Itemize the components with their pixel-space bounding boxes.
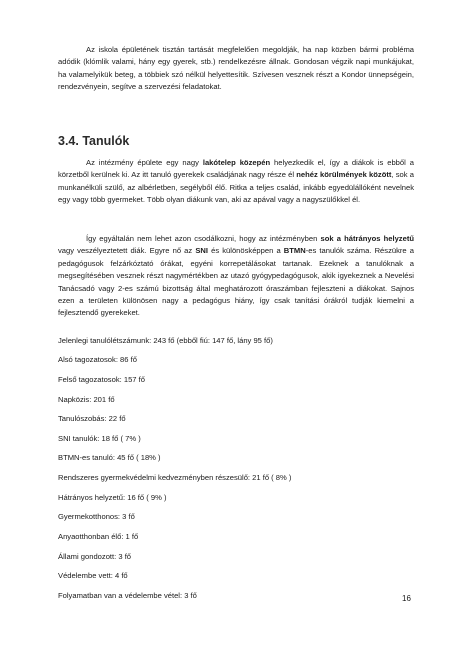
stat-line: Alsó tagozatosok: 86 fő [58, 355, 137, 364]
bold-run: SNI [195, 246, 208, 256]
stat-line: SNI tanulók: 18 fő ( 7% ) [58, 434, 141, 443]
text-run: és különösképpen a [207, 246, 284, 256]
section-heading: 3.4. Tanulók [58, 134, 130, 148]
stat-line: Folyamatban van a védelembe vétel: 3 fő [58, 591, 197, 600]
text-run: Így egyáltalán nem lehet azon csodálkozni, hogy az intézményben [86, 234, 321, 243]
bold-run: nehéz körülmények között [296, 170, 392, 180]
text-run: vagy veszélyeztetett diák. Egyre nő az [58, 246, 196, 256]
text-run: Az intézmény épülete egy nagy [86, 158, 203, 167]
stat-line: Napközis: 201 fő [58, 395, 115, 404]
text-run: -es tanulók száma. Részükre a pedagógusok felzárkóztató órákat, egyéni korrepetálásokat tartanak. Ezeknek a tanulóknak a megsegítésében vesznek részt nagymértékben az utazó gyógypedagógusok, akik igyekeznek a Nevelési Tanácsadó vagy 2-es számú bizottság által meghatározott óraszámban fejleszteni a diákokat. Sajnos ezen a területen különösen nagy a pedagógus hiány, így csak tanítási órákról tudják kiemelni a fejlesztendő gyerekeket. [58, 246, 414, 318]
stat-line: Rendszeres gyermekvédelmi kedvezményben részesülő: 21 fő ( 8% ) [58, 473, 292, 482]
bold-run: BTMN [283, 246, 306, 256]
paragraph-disadvantaged [58, 233, 414, 320]
paragraph-staff [58, 44, 414, 94]
stat-line: Hátrányos helyzetű: 16 fő ( 9% ) [58, 493, 167, 502]
paragraph-staff-text: Az iskola épületének tisztán tartását megfelelően megoldják, ha nap közben bármi probléma adódik (klómlik valami, hány egy gyerek, stb.) rendelkezésre állnak. Gondosan végzik napi munkájukat, ha valamelyikük beteg, a többiek szó nélkül helyettesítik. Szívesen vesznek részt a Kondor ünnepségein, rendezvényein, segítve a szervezési feladatokat. [58, 45, 414, 92]
text-run: helyezkedik el, így a diákok is ebből a körzetből kerülnek ki. Az itt tanuló gyerekek családjának nagy része él [58, 158, 414, 180]
stat-line: BTMN-es tanuló: 45 fő ( 18% ) [58, 453, 161, 462]
page-number: 16 [402, 594, 411, 603]
stat-line: Felső tagozatosok: 157 fő [58, 375, 145, 384]
bold-run: sok a hátrányos helyzetű [320, 234, 414, 243]
paragraph-location [58, 157, 414, 207]
stat-line: Gyermekotthonos: 3 fő [58, 512, 135, 521]
bold-run: lakótelep közepén [202, 158, 271, 167]
stat-line: Védelembe vett: 4 fő [58, 571, 128, 580]
stat-line: Tanulószobás: 22 fő [58, 414, 126, 423]
stat-line: Anyaotthonban élő: 1 fő [58, 532, 139, 541]
stat-line: Jelenlegi tanulólétszámunk: 243 fő (ebből fiú: 147 fő, lány 95 fő) [58, 336, 273, 345]
stat-line: Állami gondozott: 3 fő [58, 552, 132, 561]
text-run: , sok a munkanélküli szülő, az albérletben, segélyből élő. Ritka a teljes család, inkább egyedülállóként nevelnek egy vagy több gyermeket. Több olyan diákunk van, aki az apával vagy a nagyszülőkkel él. [58, 170, 414, 205]
